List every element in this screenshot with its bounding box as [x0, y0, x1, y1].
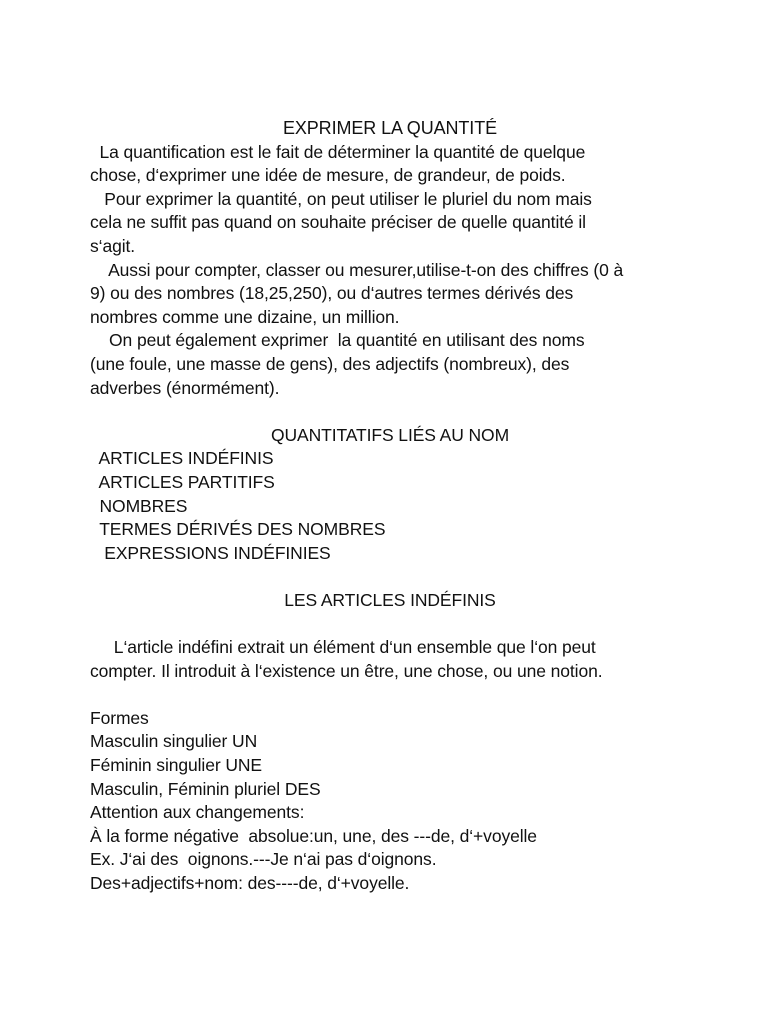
text-line: s‘agit.: [90, 235, 136, 256]
text-line: 9) ou des nombres (18,25,250), ou d‘autres termes dérivés des: [90, 283, 574, 304]
forms-line: Ex. J‘ai des oignons.---Je n‘ai pas d‘oignons.: [90, 849, 437, 870]
forms-line: Masculin, Féminin pluriel DES: [90, 778, 321, 799]
text-line: L‘article indéfini extrait un élément d‘un ensemble que l‘on peut: [90, 637, 596, 658]
forms-block: [90, 707, 690, 896]
section-heading-quantitatifs: QUANTITATIFS LIÉS AU NOM: [270, 424, 510, 445]
document-body: [90, 117, 690, 896]
text-line: Aussi pour compter, classer ou mesurer,utilise-t-on des chiffres (0 à: [90, 259, 624, 280]
forms-line: Masculin singulier UN: [90, 731, 258, 752]
text-line: chose, d‘exprimer une idée de mesure, de grandeur, de poids.: [90, 165, 566, 186]
text-line: adverbes (énormément).: [90, 377, 280, 398]
article-paragraph: [90, 636, 690, 683]
text-line: cela ne suffit pas quand on souhaite préciser de quelle quantité il: [90, 212, 586, 233]
document-title: EXPRIMER LA QUANTITÉ: [282, 118, 498, 138]
blank-line: [90, 683, 690, 707]
list-item: ARTICLES INDÉFINIS: [90, 448, 274, 469]
text-line: On peut également exprimer la quantité en utilisant des noms: [90, 330, 585, 351]
text-line: Pour exprimer la quantité, on peut utiliser le pluriel du nom mais: [90, 188, 592, 209]
blank-line: [90, 400, 690, 424]
intro-paragraph-3: [90, 259, 690, 330]
text-line: La quantification est le fait de déterminer la quantité de quelque: [90, 141, 586, 162]
list-item: ARTICLES PARTITIFS: [90, 471, 275, 492]
forms-line: À la forme négative absolue:un, une, des ---de, d‘+voyelle: [90, 825, 537, 846]
blank-line: [90, 612, 690, 636]
intro-paragraph-2: [90, 188, 690, 259]
list-item: EXPRESSIONS INDÉFINIES: [90, 542, 331, 563]
quantitatifs-list: [90, 447, 690, 565]
text-line: compter. Il introduit à l‘existence un être, une chose, ou une notion.: [90, 660, 603, 681]
blank-line: [90, 565, 690, 589]
forms-line: Attention aux changements:: [90, 802, 305, 823]
list-item: NOMBRES: [90, 495, 188, 516]
list-item: TERMES DÉRIVÉS DES NOMBRES: [90, 519, 386, 540]
intro-paragraph-4: [90, 329, 690, 400]
text-line: (une foule, une masse de gens), des adjectifs (nombreux), des: [90, 353, 570, 374]
intro-paragraph-1: [90, 141, 690, 188]
text-line: nombres comme une dizaine, un million.: [90, 306, 400, 327]
section-heading-articles-indefinis: LES ARTICLES INDÉFINIS: [284, 589, 496, 610]
forms-line: Des+adjectifs+nom: des----de, d‘+voyelle.: [90, 873, 410, 893]
forms-line: Féminin singulier UNE: [90, 755, 262, 776]
forms-line: Formes: [90, 707, 149, 728]
